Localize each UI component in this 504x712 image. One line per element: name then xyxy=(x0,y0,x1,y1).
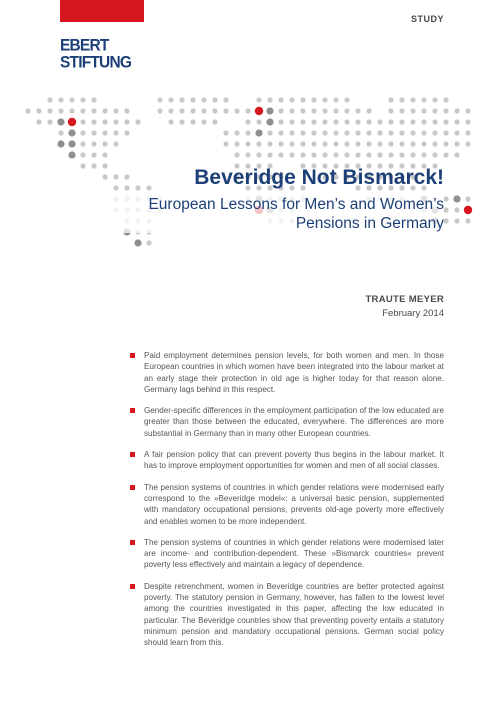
map-dot xyxy=(25,108,30,113)
map-dot xyxy=(113,130,118,135)
map-dot xyxy=(289,97,294,102)
map-dot xyxy=(366,152,371,157)
map-dot xyxy=(454,141,459,146)
map-dot xyxy=(113,174,118,179)
map-dot xyxy=(179,108,184,113)
map-dot xyxy=(366,141,371,146)
map-dot xyxy=(234,108,239,113)
map-dot xyxy=(289,152,294,157)
map-dot xyxy=(344,97,349,102)
map-dot xyxy=(146,240,151,245)
map-dot xyxy=(355,141,360,146)
map-dot xyxy=(388,130,393,135)
map-dot xyxy=(91,141,96,146)
map-dot xyxy=(388,141,393,146)
map-dot xyxy=(388,152,393,157)
map-dot xyxy=(58,108,63,113)
map-dot xyxy=(421,141,426,146)
map-dot xyxy=(91,163,96,168)
map-dot xyxy=(36,119,41,124)
map-dot xyxy=(300,97,305,102)
map-dot xyxy=(388,97,393,102)
map-dot xyxy=(333,119,338,124)
map-dot xyxy=(289,130,294,135)
map-dot xyxy=(410,141,415,146)
map-dot xyxy=(289,119,294,124)
map-dot xyxy=(256,141,261,146)
key-findings-list xyxy=(130,350,444,649)
map-dot xyxy=(355,130,360,135)
map-highlight-dot xyxy=(464,206,472,214)
map-dot xyxy=(432,119,437,124)
map-dot xyxy=(443,108,448,113)
map-dot xyxy=(267,97,272,102)
map-dot xyxy=(432,108,437,113)
list-item-text: The pension systems of countries in which gender relations were modernised early correspond to the »Beveridge model«: a universal basic pension, supplemented with mandatory occupational pensions, prevents old-age poverty more effectively and enables women to be more independent. xyxy=(144,482,444,526)
map-dot xyxy=(454,218,459,223)
map-dot xyxy=(465,218,470,223)
map-dot xyxy=(399,152,404,157)
map-dot xyxy=(322,108,327,113)
list-item-text: The pension systems of countries in which gender relations were modernised later are income- and contribution-dependent. These »Bismarck countries« prevent poverty less effectively and maintain a legacy of dependence. xyxy=(144,537,444,570)
map-dot xyxy=(300,108,305,113)
map-dot xyxy=(124,130,129,135)
map-dot xyxy=(256,97,261,102)
map-dot xyxy=(421,130,426,135)
map-dot xyxy=(134,239,141,246)
map-dot xyxy=(47,119,52,124)
map-dot xyxy=(113,141,118,146)
map-dot xyxy=(47,97,52,102)
map-dot xyxy=(69,97,74,102)
map-dot xyxy=(289,108,294,113)
map-dot xyxy=(234,130,239,135)
map-dot xyxy=(102,152,107,157)
fes-logo xyxy=(60,0,146,72)
map-dot xyxy=(311,108,316,113)
map-dot xyxy=(333,97,338,102)
map-dot xyxy=(454,119,459,124)
map-dot xyxy=(245,108,250,113)
map-dot xyxy=(190,119,195,124)
map-dot xyxy=(443,141,448,146)
map-dot xyxy=(267,141,272,146)
map-dot xyxy=(245,130,250,135)
list-item xyxy=(130,449,444,472)
map-dot xyxy=(179,97,184,102)
map-dot xyxy=(366,108,371,113)
map-dot xyxy=(443,218,448,223)
map-dot xyxy=(245,152,250,157)
map-dot xyxy=(322,119,327,124)
map-dot xyxy=(135,119,140,124)
list-item xyxy=(130,405,444,439)
map-dot xyxy=(355,152,360,157)
map-dot xyxy=(80,152,85,157)
map-dot xyxy=(421,108,426,113)
map-dot xyxy=(124,174,129,179)
map-dot xyxy=(377,141,382,146)
map-dot xyxy=(465,130,470,135)
map-dot xyxy=(80,108,85,113)
map-dot xyxy=(443,119,448,124)
map-dot xyxy=(454,108,459,113)
map-dot xyxy=(421,119,426,124)
map-dot xyxy=(36,108,41,113)
map-dot xyxy=(399,108,404,113)
map-dot xyxy=(410,108,415,113)
map-dot xyxy=(454,207,459,212)
map-dot xyxy=(113,119,118,124)
map-dot xyxy=(278,97,283,102)
map-dot xyxy=(300,141,305,146)
map-dot xyxy=(113,108,118,113)
map-highlight-dot xyxy=(68,118,76,126)
map-dot xyxy=(432,130,437,135)
map-dot xyxy=(432,141,437,146)
map-dot xyxy=(443,196,448,201)
red-square-bullet-icon xyxy=(130,408,135,413)
map-dot xyxy=(344,130,349,135)
map-dot xyxy=(399,130,404,135)
list-item xyxy=(130,537,444,571)
map-dot xyxy=(300,130,305,135)
map-dot xyxy=(245,119,250,124)
map-dot xyxy=(58,130,63,135)
map-dot xyxy=(157,108,162,113)
map-dot xyxy=(300,119,305,124)
map-dot xyxy=(102,163,107,168)
document-type-label: STUDY xyxy=(410,14,444,24)
map-dot xyxy=(322,130,327,135)
map-dot xyxy=(68,129,75,136)
map-dot xyxy=(102,174,107,179)
map-dot xyxy=(366,130,371,135)
document-title: Beveridge Not Bismarck! xyxy=(194,166,444,189)
map-dot xyxy=(322,141,327,146)
map-dot xyxy=(333,108,338,113)
map-dot xyxy=(410,97,415,102)
map-dot xyxy=(266,107,273,114)
map-dot xyxy=(278,141,283,146)
list-item-text: Despite retrenchment, women in Beveridge countries are better protected against poverty. The statutory pension in Germany, however, has fallen to the lowest level among the countries investigated in this paper, affecting the low educated in particular. The Beveridge countries show that preventing poverty entails a statutory minimum pension and mandatory occupational pensions. German social policy should learn from this. xyxy=(144,581,444,648)
map-dot xyxy=(245,141,250,146)
map-dot xyxy=(223,108,228,113)
map-dot xyxy=(80,163,85,168)
map-dot xyxy=(278,152,283,157)
list-item-text: Gender-specific differences in the employment participation of the low educated are greater than those between the educated, everywhere. The differences are more substantial in Germany than in many other European countries. xyxy=(144,406,444,438)
map-dot xyxy=(80,141,85,146)
map-dot xyxy=(289,141,294,146)
map-dot xyxy=(344,141,349,146)
map-dot xyxy=(157,97,162,102)
map-dot xyxy=(124,185,129,190)
map-dot xyxy=(443,207,448,212)
map-dot xyxy=(168,108,173,113)
map-dot xyxy=(344,108,349,113)
logo-line-2: EBERT xyxy=(60,36,109,55)
document-subtitle: European Lessons for Men’s and Women’s Pensions in Germany xyxy=(104,195,444,233)
map-dot xyxy=(80,130,85,135)
map-dot xyxy=(278,108,283,113)
map-dot xyxy=(465,196,470,201)
map-dot xyxy=(91,152,96,157)
map-dot xyxy=(201,97,206,102)
list-item-text: A fair pension policy that can prevent poverty thus begins in the labour market. It has to improve employment opportunities for women and men of all social classes. xyxy=(144,450,444,471)
list-item xyxy=(130,482,444,527)
map-dot xyxy=(333,152,338,157)
author-name: TRAUTE MEYER xyxy=(365,294,444,305)
publication-date: February 2014 xyxy=(382,308,444,319)
map-dot xyxy=(234,152,239,157)
map-dot xyxy=(432,152,437,157)
map-dot xyxy=(311,97,316,102)
map-dot xyxy=(223,97,228,102)
map-dot xyxy=(388,119,393,124)
map-dot xyxy=(311,141,316,146)
map-dot xyxy=(399,97,404,102)
map-dot xyxy=(443,152,448,157)
map-dot xyxy=(68,151,75,158)
map-dot xyxy=(410,130,415,135)
map-dot xyxy=(223,141,228,146)
map-dot xyxy=(443,97,448,102)
map-dot xyxy=(102,119,107,124)
map-dot xyxy=(322,97,327,102)
map-dot xyxy=(399,119,404,124)
map-dot xyxy=(212,97,217,102)
map-dot xyxy=(91,97,96,102)
map-dot xyxy=(377,152,382,157)
map-dot xyxy=(266,118,273,125)
map-dot xyxy=(234,141,239,146)
map-dot xyxy=(212,108,217,113)
map-dot xyxy=(322,152,327,157)
map-dot xyxy=(388,108,393,113)
map-dot xyxy=(443,130,448,135)
map-dot xyxy=(124,119,129,124)
map-dot xyxy=(255,129,262,136)
map-dot xyxy=(366,119,371,124)
map-dot xyxy=(91,119,96,124)
map-highlight-dot xyxy=(255,107,263,115)
map-dot xyxy=(377,130,382,135)
map-dot xyxy=(47,108,52,113)
map-dot xyxy=(179,119,184,124)
map-dot xyxy=(454,130,459,135)
map-dot xyxy=(267,130,272,135)
map-dot xyxy=(421,152,426,157)
map-dot xyxy=(212,119,217,124)
map-dot xyxy=(190,97,195,102)
map-dot xyxy=(69,108,74,113)
map-dot xyxy=(300,152,305,157)
map-dot xyxy=(465,141,470,146)
map-dot xyxy=(344,119,349,124)
map-dot xyxy=(333,130,338,135)
red-square-bullet-icon xyxy=(130,485,135,490)
map-dot xyxy=(278,119,283,124)
map-dot xyxy=(201,119,206,124)
map-dot xyxy=(91,108,96,113)
map-dot xyxy=(57,118,64,125)
map-dot xyxy=(399,141,404,146)
map-dot xyxy=(344,152,349,157)
map-dot xyxy=(146,185,151,190)
map-dot xyxy=(278,130,283,135)
map-dot xyxy=(102,108,107,113)
map-dot xyxy=(68,140,75,147)
map-dot xyxy=(256,152,261,157)
map-dot xyxy=(355,108,360,113)
map-dot xyxy=(453,195,460,202)
map-dot xyxy=(58,97,63,102)
map-dot xyxy=(168,119,173,124)
map-dot xyxy=(102,130,107,135)
list-item xyxy=(130,350,444,395)
map-dot xyxy=(223,130,228,135)
list-item-text: Paid employment determines pension levels, for both women and men. In those European countries in which women have been integrated into the labour market at an early stage their protection in old age is higher today for that reason alone. Germany lags behind in this respect. xyxy=(144,351,444,394)
red-square-bullet-icon xyxy=(130,452,135,457)
map-dot xyxy=(124,108,129,113)
logo-line-1: FRIEDRICH xyxy=(60,19,138,38)
map-dot xyxy=(421,97,426,102)
map-dot xyxy=(410,119,415,124)
map-dot xyxy=(355,119,360,124)
map-dot xyxy=(311,130,316,135)
map-dot xyxy=(333,141,338,146)
red-square-bullet-icon xyxy=(130,353,135,358)
map-dot xyxy=(410,152,415,157)
map-dot xyxy=(102,141,107,146)
list-item xyxy=(130,581,444,649)
map-dot xyxy=(80,97,85,102)
red-square-bullet-icon xyxy=(130,584,135,589)
map-dot xyxy=(190,108,195,113)
map-dot xyxy=(311,152,316,157)
map-dot xyxy=(113,185,118,190)
logo-line-3: STIFTUNG xyxy=(60,53,132,72)
map-dot xyxy=(80,119,85,124)
map-dot xyxy=(377,119,382,124)
map-dot xyxy=(135,185,140,190)
map-dot xyxy=(454,152,459,157)
map-dot xyxy=(168,97,173,102)
map-dot xyxy=(432,97,437,102)
map-dot xyxy=(201,108,206,113)
map-dot xyxy=(465,119,470,124)
map-dot xyxy=(311,119,316,124)
map-dot xyxy=(91,130,96,135)
map-dot xyxy=(57,140,64,147)
map-dot xyxy=(267,152,272,157)
red-square-bullet-icon xyxy=(130,540,135,545)
map-dot xyxy=(256,119,261,124)
map-dot xyxy=(465,108,470,113)
